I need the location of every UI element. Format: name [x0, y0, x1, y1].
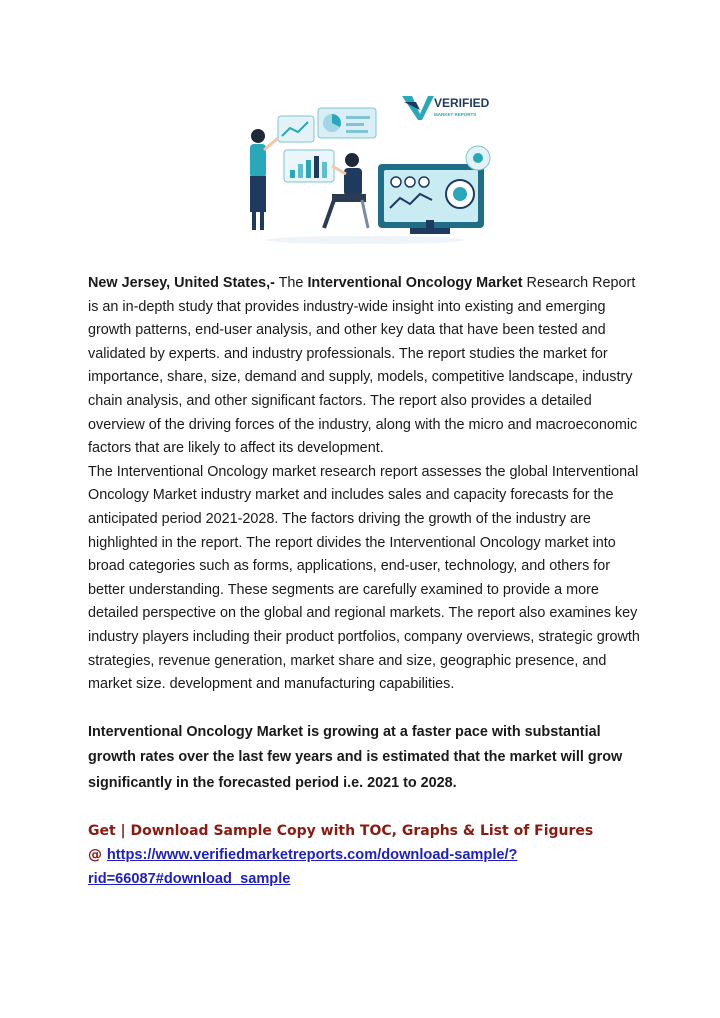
logo-brand: VERIFIED	[434, 96, 490, 110]
cta-at: @	[88, 847, 107, 864]
intro-paragraph	[88, 272, 640, 461]
download-sample-link[interactable]: https://www.verifiedmarketreports.com/download-sample/?rid=66087#download_sample	[88, 847, 518, 888]
market-name: Interventional Oncology Market	[307, 275, 523, 291]
intro-the: The	[274, 275, 308, 291]
cta-label: Get | Download Sample Copy with TOC, Graphs & List of Figures	[88, 823, 594, 840]
download-cta	[88, 819, 640, 891]
growth-highlight: Interventional Oncology Market is growing at a faster pace with substantial growth rates over the last few years and is estimated that the market will grow significantly in the forecasted period i.e. 2021 to 2028.	[88, 723, 623, 791]
report-paragraph: The Interventional Oncology market research report assesses the global Interventional Oncology Market industry market and includes sales and capacity forecasts for the anticipated period 2021-2028. The factors driving the growth of the industry are highlighted in the report. The report divides the Interventional Oncology market into broad categories such as forms, applications, end-user, technology, and others for better understanding. These segments are carefully examined to provide a more detailed perspective on the global and regional markets. The report also examines key industry players including their product portfolios, company overviews, strategic growth strategies, revenue generation, market share and size, geographic presence, and market size. development and manufacturing capabilities.	[88, 463, 640, 693]
hero-illustration	[220, 80, 510, 250]
intro-text: Research Report is an in-depth study that provides industry-wide insight into existing and emerging growth patterns, end-user analysis, and other key data that have been tested and validated by experts. and industry professionals. The report studies the market for importance, share, size, demand and supply, models, competitive landscape, industry chain analysis, and other significant factors. The report also provides a detailed overview of the driving forces of the industry, along with the micro and macroeconomic factors that are likely to affect its development.	[88, 275, 638, 457]
verified-logo	[402, 96, 490, 120]
logo-tagline: MARKET REPORTS	[434, 112, 477, 117]
article-body	[88, 272, 640, 891]
location-dateline: New Jersey, United States,-	[88, 275, 275, 291]
business-analytics-illustration-icon	[220, 80, 510, 250]
